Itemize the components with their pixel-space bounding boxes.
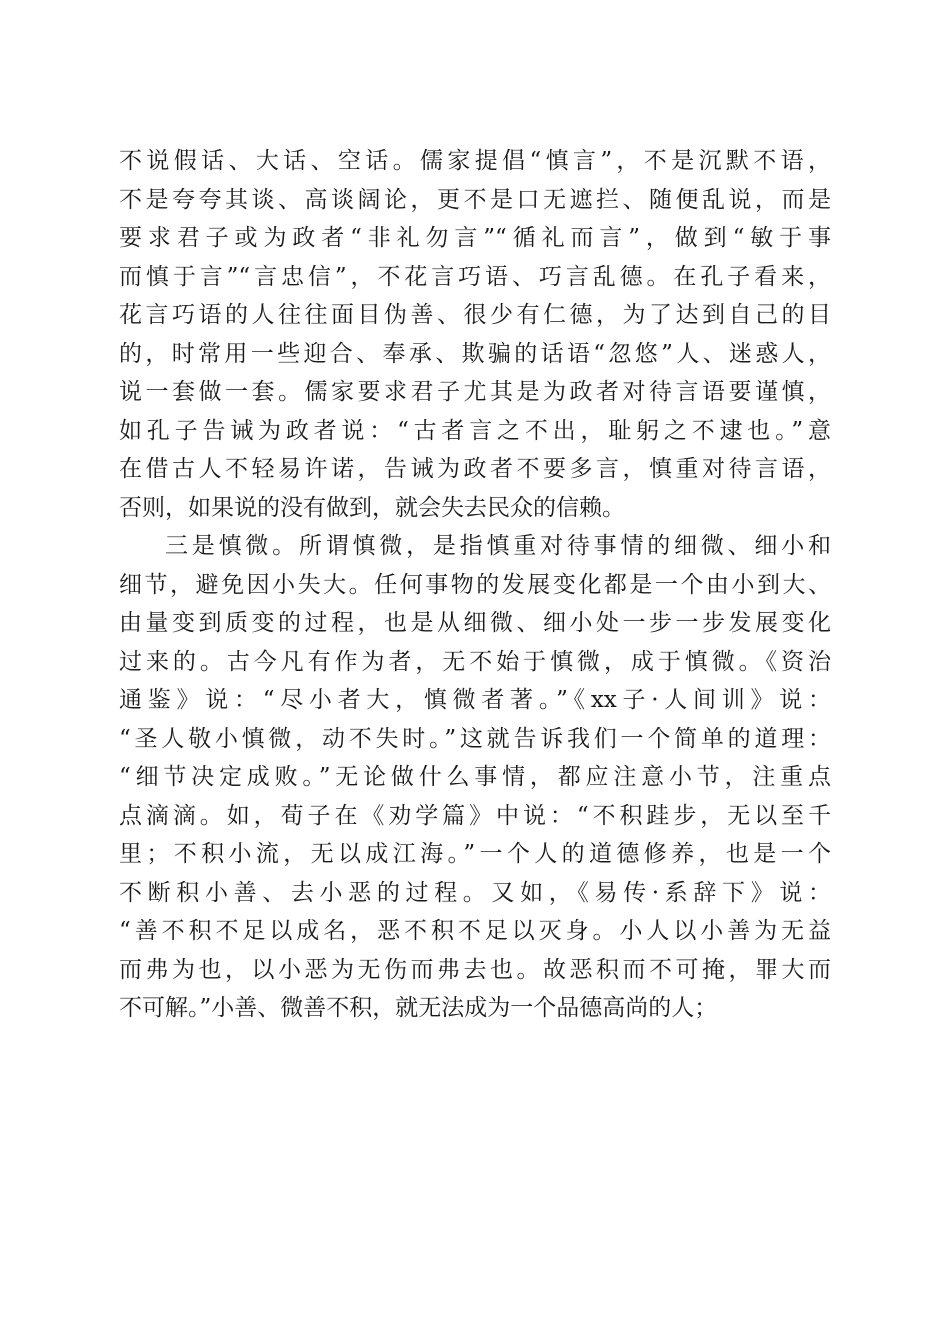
text-line: “细节决定成败。”无论做什么事情，都应注意小节，注重点 — [119, 764, 831, 790]
text-line: 说一套做一套。儒家要求君子尤其是为政者对待言语要谨慎， — [119, 379, 831, 405]
text-line: 花言巧语的人往往面目伪善、很少有仁德，为了达到自己的目 — [119, 302, 831, 328]
document-body — [119, 142, 831, 1028]
text-line: 不说假话、大话、空话。儒家提倡“慎言”，不是沉默不语， — [119, 148, 831, 174]
text-line: 由量变到质变的过程，也是从细微、细小处一步一步发展变化 — [119, 610, 831, 636]
text-line: 的，时常用一些迎合、奉承、欺骗的话语“忽悠”人、迷惑人， — [119, 340, 831, 367]
paragraph-1 — [119, 142, 831, 527]
text-line: 在借古人不轻易许诺，告诫为政者不要多言，慎重对待言语， — [119, 456, 831, 482]
text-line: 不是夸夸其谈、高谈阔论，更不是口无遮拦、随便乱说，而是 — [119, 186, 831, 213]
text-line: “善不积不足以成名，恶不积不足以灭身。小人以小善为无益 — [119, 918, 831, 944]
text-line: 而慎于言”“言忠信”，不花言巧语、巧言乱德。在孔子看来， — [119, 263, 831, 290]
text-line: 如孔子告诫为政者说：“古者言之不出，耻躬之不逮也。”意 — [119, 417, 831, 444]
text-line: 通鉴》说：“尽小者大，慎微者著。”《xx子·人间训》说： — [119, 687, 831, 713]
text-line: 三是慎微。所谓慎微，是指慎重对待事情的细微、细小和 — [165, 533, 831, 559]
paragraph-2 — [119, 527, 831, 1028]
text-line: 要求君子或为政者“非礼勿言”“循礼而言”，做到“敏于事 — [119, 225, 831, 251]
text-line: 不断积小善、去小恶的过程。又如，《易传·系辞下》说： — [119, 879, 831, 906]
text-line: “圣人敬小慎微，动不失时。”这就告诉我们一个简单的道理： — [119, 725, 831, 752]
text-line: 不可解。”小善、微善不积，就无法成为一个品德高尚的人； — [119, 995, 718, 1021]
text-line: 里；不积小流，无以成江海。”一个人的道德修养，也是一个 — [119, 841, 831, 867]
text-line: 点滴滴。如，荀子在《劝学篇》中说：“不积跬步，无以至千 — [119, 802, 831, 829]
text-line: 否则，如果说的没有做到，就会失去民众的信赖。 — [119, 494, 625, 521]
text-line: 细节，避免因小失大。任何事物的发展变化都是一个由小到大、 — [119, 571, 831, 598]
text-line: 过来的。古今凡有作为者，无不始于慎微，成于慎微。《资治 — [119, 648, 831, 675]
text-line: 而弗为也，以小恶为无伤而弗去也。故恶积而不可掩，罪大而 — [119, 956, 831, 983]
